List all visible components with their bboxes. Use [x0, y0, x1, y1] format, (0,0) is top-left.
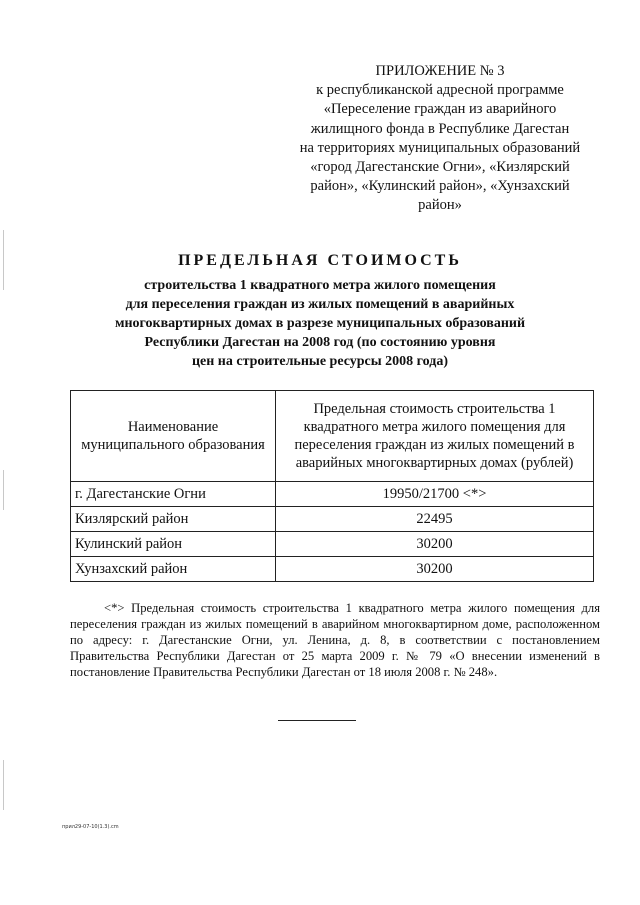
column-header-municipality: Наименование муниципального образования — [71, 391, 276, 482]
document-title — [60, 250, 580, 371]
table-header-row — [71, 391, 594, 482]
appendix-line: район» — [418, 197, 462, 214]
scan-margin-mark — [3, 760, 4, 810]
table-row — [71, 557, 594, 582]
municipality-name: Кулинский район — [71, 532, 276, 557]
title-subline: цен на строительные ресурсы 2008 года) — [191, 354, 449, 369]
cost-value: 19950/21700 <*> — [276, 482, 594, 507]
cost-value: 22495 — [276, 507, 594, 532]
scan-margin-mark — [3, 230, 4, 290]
appendix-line: жилищного фонда в Республике Дагестан — [310, 120, 570, 137]
municipality-name: г. Дагестанские Огни — [71, 482, 276, 507]
title-subline: многоквартирных домах в разрезе муниципальных образований — [114, 316, 526, 331]
title-subline: Республики Дагестан на 2008 год (по состоянию уровня — [144, 335, 496, 350]
title-subline: для переселения граждан из жилых помещений в аварийных — [125, 297, 515, 312]
table-row — [71, 507, 594, 532]
appendix-line: «Переселение граждан из аварийного — [323, 101, 557, 118]
appendix-line: ПРИЛОЖЕНИЕ № 3 — [375, 63, 505, 79]
table-row — [71, 532, 594, 557]
document-code: прил29-07-10(1.3).cm — [62, 824, 119, 830]
title-main: ПРЕДЕЛЬНАЯ СТОИМОСТЬ — [178, 252, 462, 269]
table-row — [71, 482, 594, 507]
footnote — [70, 600, 600, 680]
municipality-name: Хунзахский район — [71, 557, 276, 582]
appendix-line: район», «Кулинский район», «Хунзахский — [310, 178, 570, 195]
appendix-line: «город Дагестанские Огни», «Кизлярский — [310, 159, 570, 176]
appendix-line: на территориях муниципальных образований — [299, 139, 581, 156]
separator-line — [278, 720, 356, 721]
cost-value: 30200 — [276, 557, 594, 582]
appendix-heading — [270, 62, 610, 216]
footnote-text: <*> Предельная стоимость строительства 1 квадратного метра жилого помещения для переселения граждан из жилых помещений в аварийном многоквартирном доме, расположенном по адресу: г. Дагестанские Огни, ул. Ленина, д. 8, в соответствии с постановлением Правительства Республики Дагестан от 25 марта 2009 г. № 79 «О внесении изменений в постановление Правительства Республики Дагестан от 18 июля 2008 г. № 248». — [70, 601, 600, 679]
cost-value: 30200 — [276, 532, 594, 557]
cost-table — [70, 390, 594, 582]
scan-margin-mark — [3, 470, 4, 510]
column-header-cost: Предельная стоимость строительства 1 квадратного метра жилого помещения для переселения граждан из жилых помещений в аварийных многоквартирных домах (рублей) — [276, 391, 594, 482]
title-subline: строительства 1 квадратного метра жилого помещения — [144, 278, 496, 293]
municipality-name: Кизлярский район — [71, 507, 276, 532]
appendix-line: к республиканской адресной программе — [316, 82, 564, 99]
